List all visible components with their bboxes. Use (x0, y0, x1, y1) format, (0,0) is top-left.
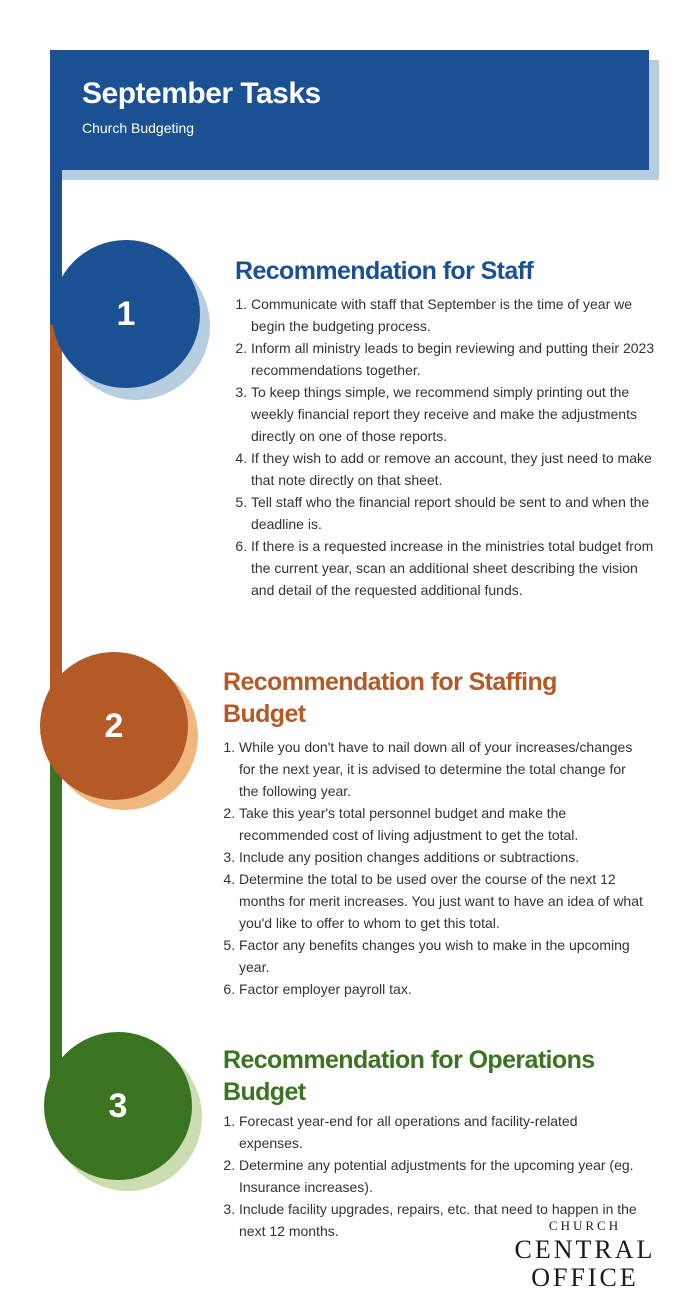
list-item: 1. Forecast year-end for all operations and facility-related expenses. (239, 1110, 643, 1154)
step-3-circle: 3 (44, 1032, 192, 1180)
page-title: September Tasks (82, 77, 321, 110)
section-title: Recommendation for Staff (235, 257, 534, 285)
logo-line-church: CHURCH (548, 1218, 622, 1233)
list-item: 1. While you don't have to nail down all of your increases/changes for the next year, it is advised to determine the total change for the following year. (239, 736, 643, 802)
timeline-segment-orange (50, 325, 62, 725)
section-title: Recommendation for Staffing Budget (223, 668, 557, 728)
church-central-office-logo (510, 1218, 660, 1292)
section-title: Recommendation for Operations Budget (223, 1046, 595, 1106)
task-list (235, 293, 655, 601)
list-item: 3. To keep things simple, we recommend simply printing out the weekly financial report they receive and make the adjustments directly on one of those reports. (251, 381, 655, 447)
list-item: 3. Include facility upgrades, repairs, etc. that need to happen in the next 12 months. (239, 1198, 643, 1242)
timeline-segment-green (50, 725, 62, 1105)
list-item: 2. Take this year's total personnel budget and make the recommended cost of living adjustment to get the total. (239, 802, 643, 846)
section-operations-budget (223, 1044, 643, 1242)
list-item: 5. Tell staff who the financial report should be sent to and when the deadline is. (251, 491, 655, 535)
logo-line-central: CENTRAL (514, 1235, 656, 1264)
step-2-circle: 2 (40, 652, 188, 800)
list-item: 4. Determine the total to be used over the course of the next 12 months for merit increases. You just want to have an idea of what you'd like to offer to whom to get this total. (239, 868, 643, 934)
section-staff (235, 255, 655, 601)
list-item: 1. Communicate with staff that September is the time of year we begin the budgeting process. (251, 293, 655, 337)
task-list (223, 736, 643, 1000)
step-1-circle: 1 (52, 240, 200, 388)
logo-line-office: OFFICE (531, 1263, 639, 1292)
list-item: 2. Determine any potential adjustments for the upcoming year (eg. Insurance increases). (239, 1154, 643, 1198)
list-item: 6. If there is a requested increase in the ministries total budget from the current year, scan an additional sheet describing the vision and detail of the requested additional funds. (251, 535, 655, 601)
list-item: 5. Factor any benefits changes you wish to make in the upcoming year. (239, 934, 643, 978)
list-item: 3. Include any position changes additions or subtractions. (239, 846, 643, 868)
header-banner (50, 50, 649, 170)
list-item: 4. If they wish to add or remove an account, they just need to make that note directly on that sheet. (251, 447, 655, 491)
list-item: 2. Inform all ministry leads to begin reviewing and putting their 2023 recommendations together. (251, 337, 655, 381)
list-item: 6. Factor employer payroll tax. (239, 978, 643, 1000)
page-subtitle: Church Budgeting (82, 120, 195, 136)
section-staffing-budget (223, 666, 643, 1000)
